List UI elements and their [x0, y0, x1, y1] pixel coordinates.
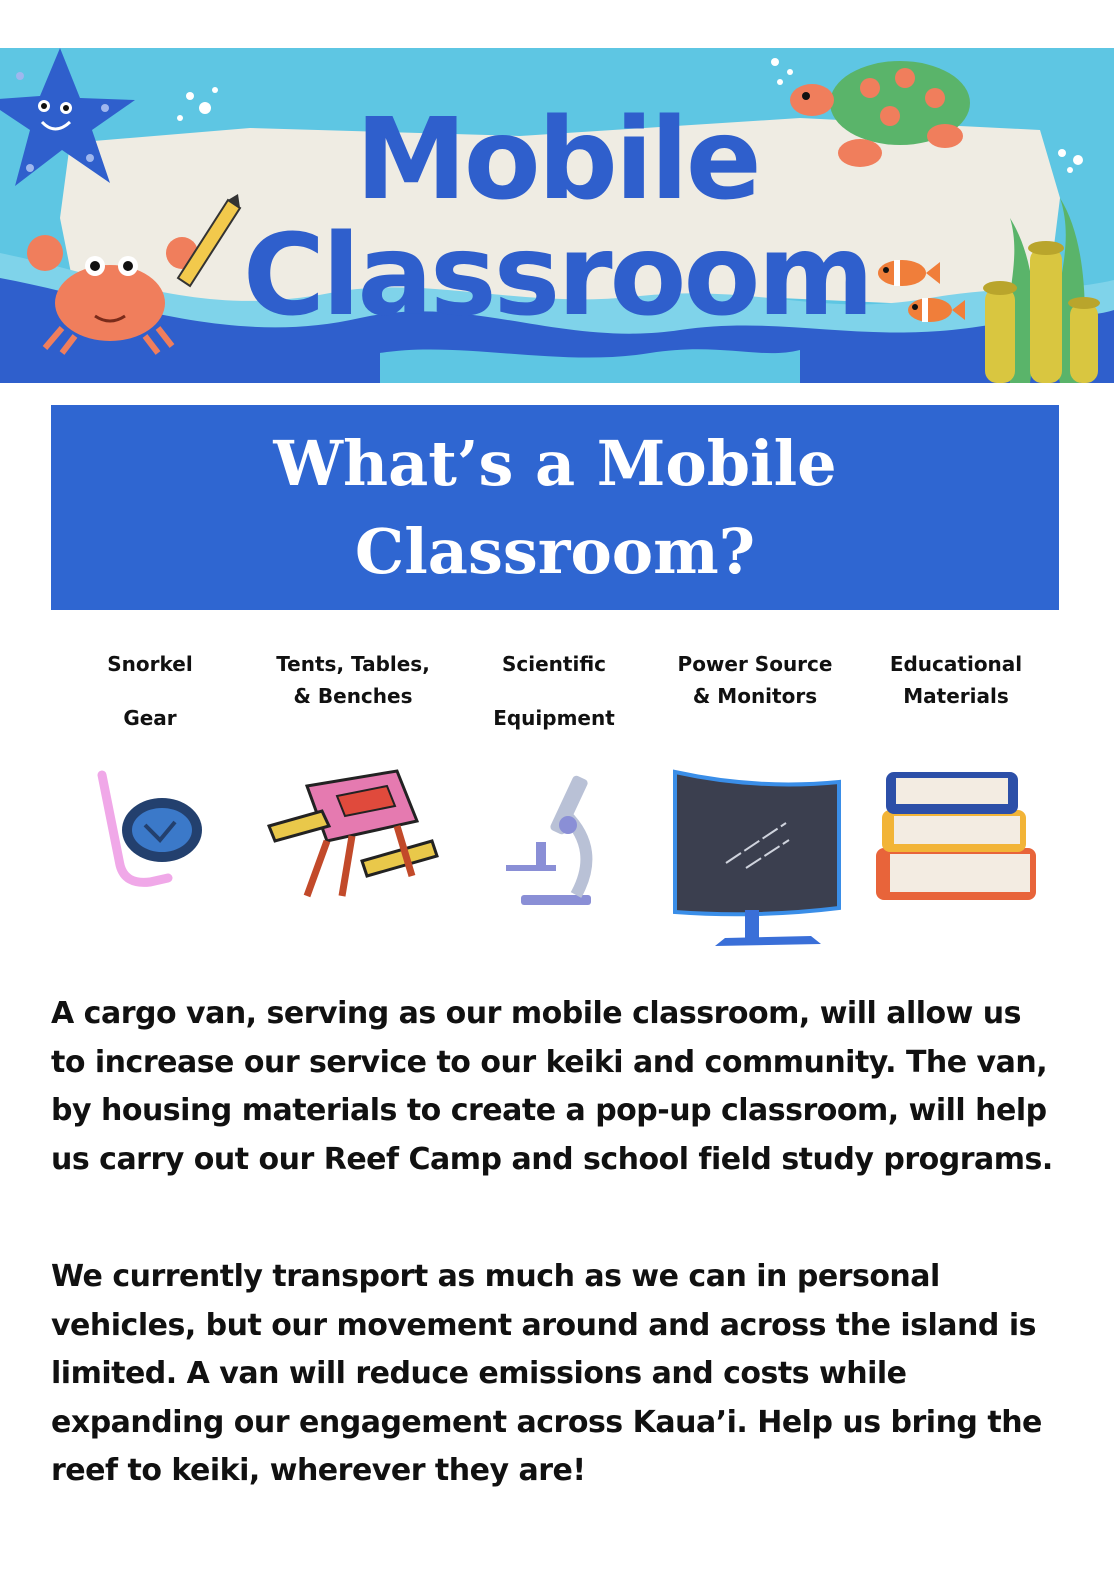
feature-snorkel-gear	[50, 648, 250, 734]
feature-educational-materials	[856, 648, 1056, 712]
section-heading-box	[51, 405, 1059, 610]
feature-label-line2: & Monitors	[692, 684, 818, 708]
monitor-icon	[671, 768, 843, 950]
books-icon	[870, 768, 1042, 908]
snorkel-mask-icon	[90, 770, 210, 900]
microscope-icon	[506, 770, 606, 910]
section-heading-line1: What’s a Mobile	[273, 427, 837, 500]
feature-scientific-equipment	[454, 648, 654, 734]
banner-title-line2: Classroom	[242, 211, 872, 341]
feature-label-line1: Scientific	[501, 652, 606, 676]
section-heading-line2: Classroom?	[354, 515, 756, 588]
feature-label-line1: Tents, Tables,	[276, 652, 430, 676]
feature-label-line2: Materials	[903, 684, 1009, 708]
feature-tents-tables-benches	[253, 648, 453, 712]
appeal-paragraph: We currently transport as much as we can in personal vehicles, but our movement around and across the island is limited. A van will reduce emissions and costs while expanding our engagement across Kaua’i. Help us bring the reef to keiki, wherever they are!	[51, 1259, 1042, 1488]
banner-title-line1: Mobile	[355, 95, 759, 225]
feature-power-source-monitors	[655, 648, 855, 712]
intro-paragraph: A cargo van, serving as our mobile classroom, will allow us to increase our service to our keiki and community. The van, by housing materials to create a pop-up classroom, will help us carry out our Reef Camp and school field study programs.	[51, 996, 1053, 1177]
feature-label-line2: Equipment	[493, 706, 615, 730]
feature-label-line1: Power Source	[677, 652, 833, 676]
feature-label-line2: Gear	[123, 706, 177, 730]
feature-label-line2: & Benches	[293, 684, 413, 708]
feature-label-line1: Educational	[889, 652, 1023, 676]
header-banner	[0, 48, 1114, 383]
picnic-table-icon	[267, 766, 439, 906]
feature-label-line1: Snorkel	[107, 652, 193, 676]
